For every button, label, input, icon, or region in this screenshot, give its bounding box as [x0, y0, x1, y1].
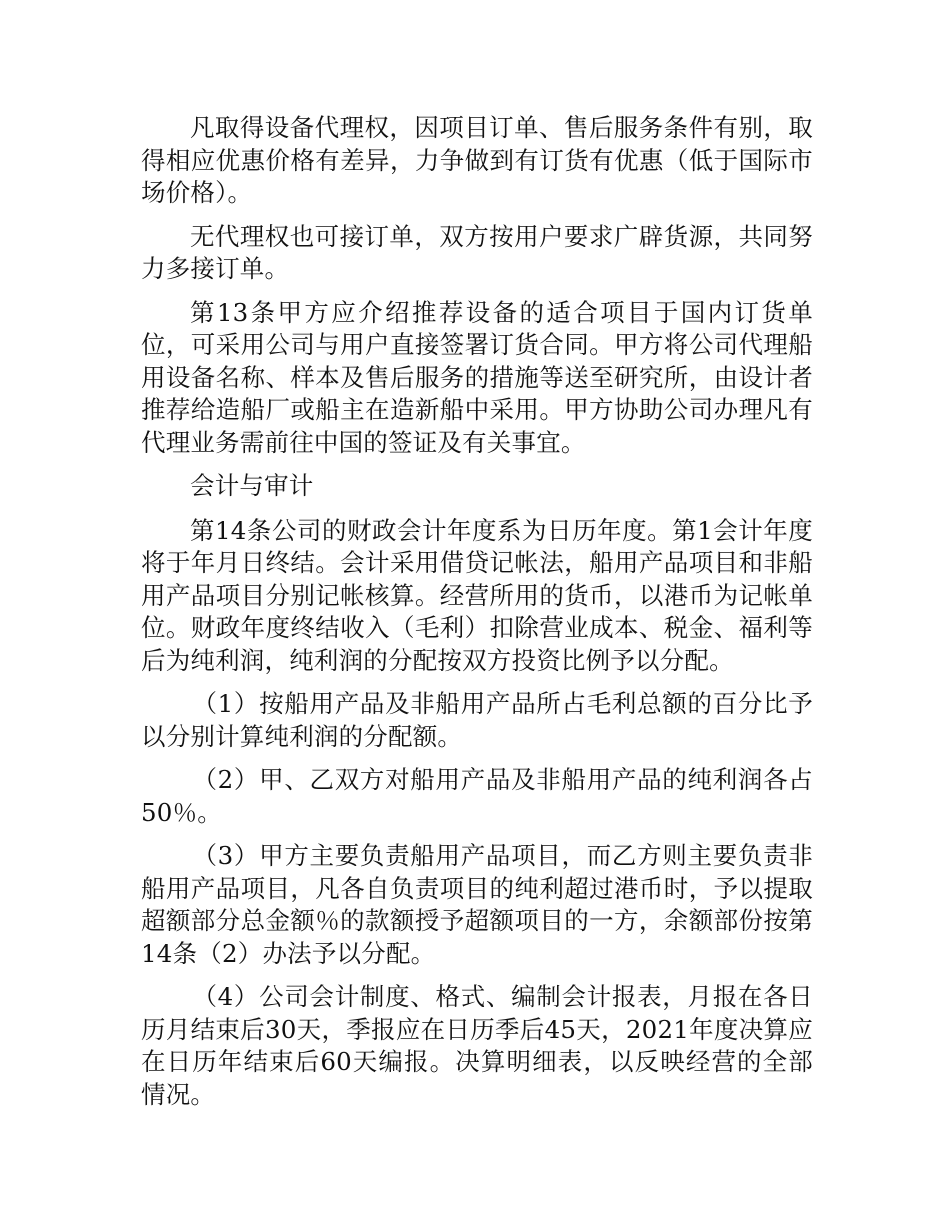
- paragraph-article-13: 第13条甲方应介绍推荐设备的适合项目于国内订货单位，可采用公司与用户直接签署订货合同。甲方将公司代理船用设备名称、样本及售后服务的措施等送至研究所，由设计者推荐给造船厂或船主在造新船中采用。甲方协助公司办理凡有代理业务需前往中国的签证及有关事宜。: [141, 297, 813, 457]
- list-item-2: （2）甲、乙双方对船用产品及非船用产品的纯利润各占50％。: [141, 765, 813, 827]
- list-item-1: （1）按船用产品及非船用产品所占毛利总额的百分比予以分别计算纯利润的分配额。: [141, 689, 813, 751]
- paragraph-no-agency-orders: 无代理权也可接订单，双方按用户要求广辟货源，共同努力多接订单。: [141, 221, 813, 283]
- paragraph-agency-pricing: 凡取得设备代理权，因项目订单、售后服务条件有别，取得相应优惠价格有差异，力争做到有订货有优惠（低于国际市场价格）。: [141, 113, 813, 207]
- list-item-3: （3）甲方主要负责船用产品项目，而乙方则主要负责非船用产品项目，凡各自负责项目的纯利超过港币时，予以提取超额部分总金额％的款额授予超额项目的一方，余额部份按第14条（2）办法予以分配。: [141, 841, 813, 968]
- section-heading-accounting-audit: 会计与审计: [190, 471, 314, 500]
- document-body: [141, 112, 813, 1122]
- paragraph-article-14: 第14条公司的财政会计年度系为日历年度。第1会计年度将于年月日终结。会计采用借贷记帐法，船用产品项目和非船用产品项目分别记帐核算。经营所用的货币，以港币为记帐单位。财政年度终结收入（毛利）扣除营业成本、税金、福利等后为纯利润，纯利润的分配按双方投资比例予以分配。: [141, 515, 813, 675]
- list-item-4: （4）公司会计制度、格式、编制会计报表，月报在各日历月结束后30天，季报应在日历季后45天，2021年度决算应在日历年结束后60天编报。决算明细表，以反映经营的全部情况。: [141, 982, 813, 1109]
